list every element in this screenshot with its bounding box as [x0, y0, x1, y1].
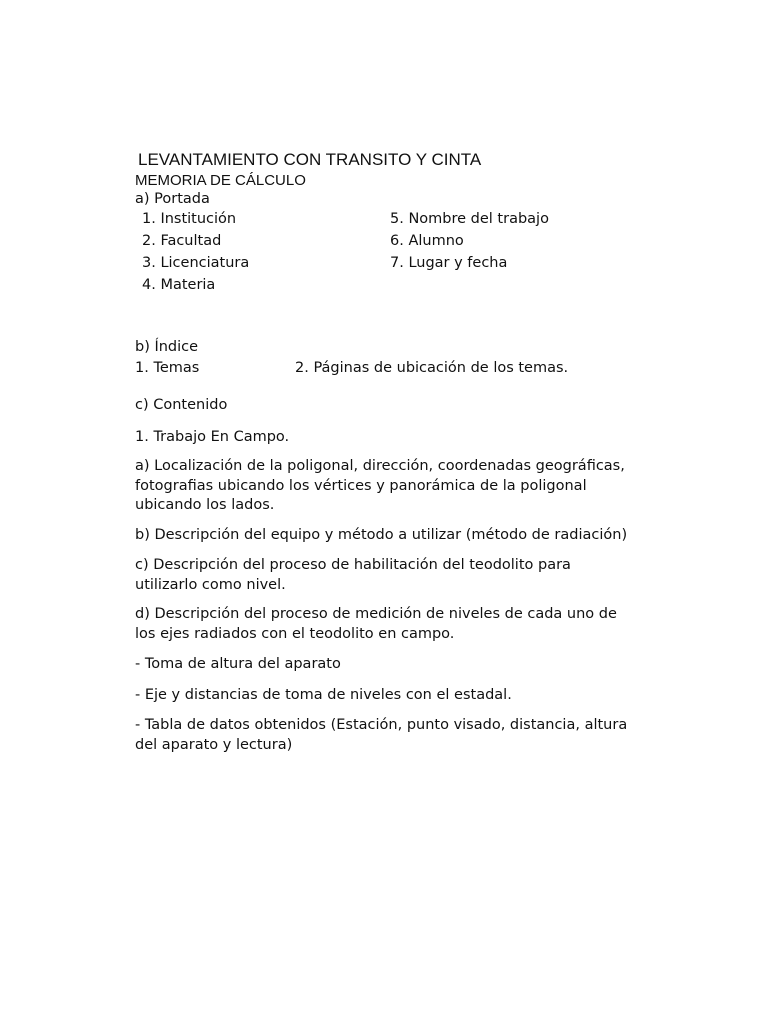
- bullet-item-1: - Toma de altura del aparato: [135, 656, 341, 672]
- bullet-item-2: - Eje y distancias de toma de niveles con el estadal.: [135, 687, 512, 703]
- contenido-item-1: 1. Trabajo En Campo.: [135, 429, 290, 445]
- portada-item-2: 2. Facultad: [142, 233, 222, 249]
- portada-item-1: 1. Institución: [142, 211, 237, 227]
- indice-item-2: 2. Páginas de ubicación de los temas.: [295, 360, 569, 376]
- indice-item-1: 1. Temas: [135, 360, 200, 376]
- portada-heading: a) Portada: [135, 191, 210, 207]
- portada-item-4: 4. Materia: [142, 277, 216, 293]
- paragraph-a: a) Localización de la poligonal, dirección, coordenadas geográficas, fotografias ubicando los vértices y panorámica de la poligonal ubicando los lados.: [135, 458, 625, 513]
- document-title: LEVANTAMIENTO CON TRANSITO Y CINTA: [138, 150, 482, 169]
- bullet-item-3: - Tabla de datos obtenidos (Estación, punto visado, distancia, altura del aparato y lectura): [135, 717, 628, 753]
- portada-item-7: 7. Lugar y fecha: [390, 255, 508, 271]
- paragraph-b: b) Descripción del equipo y método a utilizar (método de radiación): [135, 527, 628, 543]
- paragraph-c: c) Descripción del proceso de habilitación del teodolito para utilizarlo como nivel.: [135, 557, 571, 593]
- document-subtitle: MEMORIA DE CÁLCULO: [135, 172, 306, 189]
- indice-heading: b) Índice: [135, 339, 199, 355]
- contenido-heading: c) Contenido: [135, 397, 228, 413]
- paragraph-d: d) Descripción del proceso de medición de niveles de cada uno de los ejes radiados con el teodolito en campo.: [135, 606, 617, 642]
- portada-item-5: 5. Nombre del trabajo: [390, 211, 549, 227]
- portada-item-6: 6. Alumno: [390, 233, 464, 249]
- portada-item-3: 3. Licenciatura: [142, 255, 250, 271]
